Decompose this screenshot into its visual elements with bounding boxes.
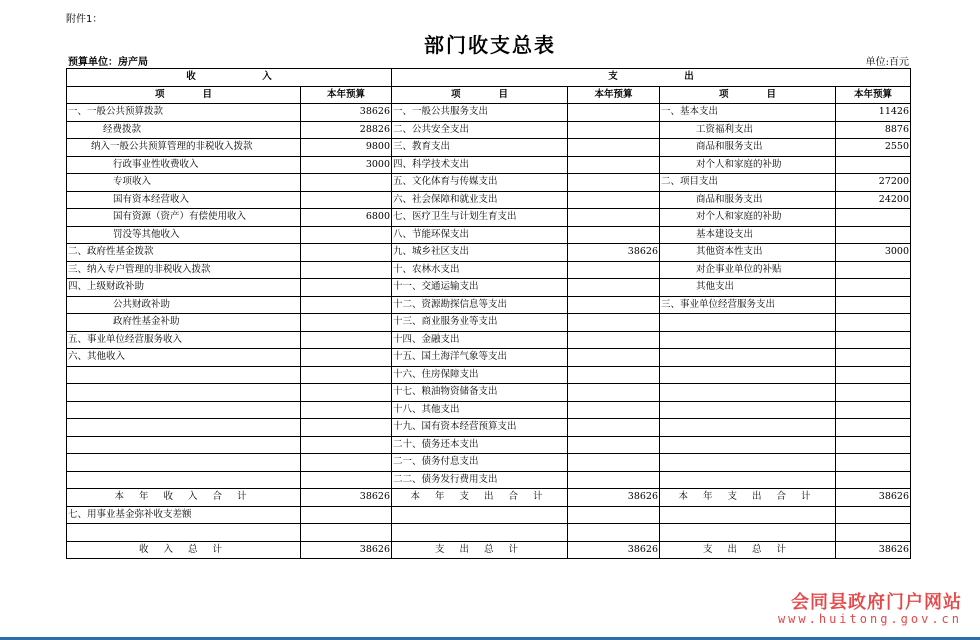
empty-cell [836, 524, 911, 542]
balance-label: 七、用事业基金弥补收支差额 [67, 506, 301, 524]
attachment-label: 附件1： [66, 14, 103, 25]
economic-value-cell [836, 209, 911, 227]
economic-value-cell: 27200 [836, 174, 911, 192]
income-value-cell [301, 471, 392, 489]
empty-cell [660, 524, 836, 542]
income-value-cell [301, 436, 392, 454]
income-budget-header: 本年预算 [301, 86, 392, 104]
income-value-cell: 28826 [301, 121, 392, 139]
function-item-cell: 二一、债务付息支出 [392, 454, 568, 472]
income-grand-total-label: 收 入 总 计 [67, 541, 301, 559]
income-value-cell: 9800 [301, 139, 392, 157]
income-item-cell: 二、政府性基金拨款 [67, 244, 301, 262]
function-item-cell: 六、社会保障和就业支出 [392, 191, 568, 209]
income-value-cell [301, 384, 392, 402]
function-value-cell [568, 419, 660, 437]
function-item-cell: 十三、商业服务业等支出 [392, 314, 568, 332]
table-row [67, 174, 911, 192]
economic-value-cell [836, 419, 911, 437]
function-value-cell [568, 331, 660, 349]
economic-value-cell [836, 331, 911, 349]
table-row [67, 261, 911, 279]
function-value-cell [568, 104, 660, 122]
function-item-cell: 十五、国土海洋气象等支出 [392, 349, 568, 367]
economic-value-cell [836, 279, 911, 297]
economic-total-value: 38626 [836, 489, 911, 507]
income-value-cell: 3000 [301, 156, 392, 174]
empty-cell [568, 506, 660, 524]
budget-unit-label: 预算单位：房产局 [68, 57, 148, 68]
economic-item-cell: 基本建设支出 [660, 226, 836, 244]
economic-item-cell [660, 454, 836, 472]
economic-item-cell [660, 366, 836, 384]
income-item-cell: 经费拨款 [67, 121, 301, 139]
economic-value-cell: 8876 [836, 121, 911, 139]
table-row [67, 191, 911, 209]
table-row [67, 296, 911, 314]
income-value-cell [301, 419, 392, 437]
income-item-cell [67, 384, 301, 402]
function-item-cell: 十九、国有资本经营预算支出 [392, 419, 568, 437]
economic-grand-total-label: 支 出 总 计 [660, 541, 836, 559]
empty-cell [568, 524, 660, 542]
table-row [67, 209, 911, 227]
function-value-cell [568, 156, 660, 174]
economic-value-cell: 11426 [836, 104, 911, 122]
table-row [67, 454, 911, 472]
table-row [67, 384, 911, 402]
table-row [67, 244, 911, 262]
income-value-cell [301, 314, 392, 332]
function-item-cell: 二、公共安全支出 [392, 121, 568, 139]
economic-value-cell [836, 401, 911, 419]
function-total-label: 本 年 支 出 合 计 [392, 489, 568, 507]
income-item-cell: 一、一般公共预算拨款 [67, 104, 301, 122]
function-grand-total-value: 38626 [568, 541, 660, 559]
site-watermark [778, 588, 962, 626]
economic-item-header: 项 目 [660, 86, 836, 104]
economic-item-cell [660, 436, 836, 454]
empty-cell [392, 506, 568, 524]
function-value-cell [568, 384, 660, 402]
income-value-cell [301, 244, 392, 262]
income-item-cell: 专项收入 [67, 174, 301, 192]
income-value-cell [301, 191, 392, 209]
income-value-cell: 38626 [301, 104, 392, 122]
function-value-cell [568, 121, 660, 139]
economic-item-cell [660, 471, 836, 489]
function-item-header: 项 目 [392, 86, 568, 104]
economic-item-cell: 其他资本性支出 [660, 244, 836, 262]
income-value-cell [301, 349, 392, 367]
economic-value-cell [836, 314, 911, 332]
empty-cell [301, 506, 392, 524]
table-row [67, 436, 911, 454]
economic-item-cell: 工资福利支出 [660, 121, 836, 139]
table-row [67, 279, 911, 297]
function-value-cell [568, 209, 660, 227]
table-row [67, 401, 911, 419]
function-item-cell: 十六、住房保障支出 [392, 366, 568, 384]
page-title: 部门收支总表 [424, 33, 556, 57]
economic-item-cell: 对个人和家庭的补助 [660, 209, 836, 227]
table-row [67, 156, 911, 174]
economic-item-cell [660, 331, 836, 349]
economic-value-cell [836, 349, 911, 367]
economic-value-cell: 24200 [836, 191, 911, 209]
income-item-header: 项 目 [67, 86, 301, 104]
function-item-cell: 七、医疗卫生与计划生育支出 [392, 209, 568, 227]
blank-row [67, 524, 911, 542]
economic-value-cell [836, 366, 911, 384]
income-item-cell [67, 401, 301, 419]
economic-value-cell [836, 384, 911, 402]
function-item-cell: 九、城乡社区支出 [392, 244, 568, 262]
income-value-cell [301, 331, 392, 349]
table-row [67, 314, 911, 332]
function-value-cell [568, 436, 660, 454]
function-value-cell [568, 401, 660, 419]
economic-budget-header: 本年预算 [836, 86, 911, 104]
function-item-cell: 八、节能环保支出 [392, 226, 568, 244]
function-value-cell [568, 471, 660, 489]
economic-value-cell [836, 454, 911, 472]
table-row [67, 366, 911, 384]
income-item-cell [67, 454, 301, 472]
economic-item-cell: 其他支出 [660, 279, 836, 297]
table-row [67, 121, 911, 139]
grand-total-row [67, 541, 911, 559]
economic-value-cell [836, 296, 911, 314]
function-item-cell: 三、教育支出 [392, 139, 568, 157]
income-item-cell: 政府性基金补助 [67, 314, 301, 332]
table-row [67, 419, 911, 437]
income-item-cell: 四、上级财政补助 [67, 279, 301, 297]
group-header-row [67, 69, 911, 87]
empty-cell [392, 524, 568, 542]
income-total-label: 本 年 收 入 合 计 [67, 489, 301, 507]
economic-total-label: 本 年 支 出 合 计 [660, 489, 836, 507]
economic-value-cell [836, 226, 911, 244]
economic-item-cell [660, 419, 836, 437]
economic-item-cell [660, 384, 836, 402]
function-value-cell [568, 349, 660, 367]
function-item-cell: 一、一般公共服务支出 [392, 104, 568, 122]
income-item-cell: 五、事业单位经营服务收入 [67, 331, 301, 349]
income-group-header: 收 入 [67, 69, 392, 87]
table-row [67, 349, 911, 367]
income-value-cell [301, 261, 392, 279]
watermark-url: www.huitong.gov.cn [777, 612, 962, 626]
function-value-cell [568, 366, 660, 384]
function-item-cell: 四、科学技术支出 [392, 156, 568, 174]
income-item-cell [67, 471, 301, 489]
empty-cell [660, 506, 836, 524]
balance-row [67, 506, 911, 524]
expense-group-header: 支 出 [392, 69, 911, 87]
function-value-cell [568, 191, 660, 209]
function-value-cell [568, 454, 660, 472]
economic-item-cell: 一、基本支出 [660, 104, 836, 122]
function-budget-header: 本年预算 [568, 86, 660, 104]
table-row [67, 331, 911, 349]
function-total-value: 38626 [568, 489, 660, 507]
income-item-cell: 国有资源（资产）有偿使用收入 [67, 209, 301, 227]
income-item-cell: 纳入一般公共预算管理的非税收入拨款 [67, 139, 301, 157]
function-item-cell: 十二、资源勘探信息等支出 [392, 296, 568, 314]
economic-item-cell: 商品和服务支出 [660, 191, 836, 209]
income-item-cell [67, 366, 301, 384]
table-row [67, 471, 911, 489]
economic-grand-total-value: 38626 [836, 541, 911, 559]
economic-item-cell: 二、项目支出 [660, 174, 836, 192]
economic-value-cell [836, 156, 911, 174]
watermark-site-name: 会同县政府门户网站 [791, 592, 962, 613]
income-item-cell: 三、纳入专户管理的非税收入拨款 [67, 261, 301, 279]
economic-value-cell: 2550 [836, 139, 911, 157]
economic-value-cell: 3000 [836, 244, 911, 262]
income-value-cell [301, 366, 392, 384]
economic-item-cell [660, 401, 836, 419]
economic-value-cell [836, 261, 911, 279]
empty-cell [836, 506, 911, 524]
budget-summary-table [66, 68, 911, 559]
function-value-cell [568, 261, 660, 279]
economic-item-cell [660, 349, 836, 367]
economic-value-cell [836, 471, 911, 489]
economic-value-cell [836, 436, 911, 454]
empty-cell [301, 524, 392, 542]
income-item-cell: 罚没等其他收入 [67, 226, 301, 244]
table-row [67, 104, 911, 122]
currency-unit-label: 单位:百元 [865, 57, 909, 68]
income-item-cell: 六、其他收入 [67, 349, 301, 367]
function-grand-total-label: 支 出 总 计 [392, 541, 568, 559]
function-value-cell [568, 296, 660, 314]
function-item-cell: 二十、债务还本支出 [392, 436, 568, 454]
function-item-cell: 十八、其他支出 [392, 401, 568, 419]
function-value-cell [568, 174, 660, 192]
income-item-cell [67, 436, 301, 454]
economic-item-cell [660, 314, 836, 332]
economic-item-cell: 商品和服务支出 [660, 139, 836, 157]
function-item-cell: 十四、金融支出 [392, 331, 568, 349]
income-item-cell [67, 419, 301, 437]
table-row [67, 226, 911, 244]
function-value-cell [568, 139, 660, 157]
income-item-cell: 行政事业性收费收入 [67, 156, 301, 174]
function-item-cell: 十七、粮油物资储备支出 [392, 384, 568, 402]
economic-item-cell: 三、事业单位经营服务支出 [660, 296, 836, 314]
income-total-value: 38626 [301, 489, 392, 507]
table-row [67, 139, 911, 157]
function-item-cell: 五、文化体育与传媒支出 [392, 174, 568, 192]
economic-item-cell: 对个人和家庭的补助 [660, 156, 836, 174]
income-item-cell: 公共财政补助 [67, 296, 301, 314]
income-value-cell [301, 401, 392, 419]
income-value-cell: 6800 [301, 209, 392, 227]
income-value-cell [301, 454, 392, 472]
economic-item-cell: 对企事业单位的补贴 [660, 261, 836, 279]
income-value-cell [301, 174, 392, 192]
income-value-cell [301, 296, 392, 314]
year-total-row [67, 489, 911, 507]
function-value-cell [568, 279, 660, 297]
empty-cell [67, 524, 301, 542]
income-value-cell [301, 226, 392, 244]
function-value-cell: 38626 [568, 244, 660, 262]
function-value-cell [568, 314, 660, 332]
function-item-cell: 二二、债务发行费用支出 [392, 471, 568, 489]
function-value-cell [568, 226, 660, 244]
income-item-cell: 国有资本经营收入 [67, 191, 301, 209]
income-value-cell [301, 279, 392, 297]
income-grand-total-value: 38626 [301, 541, 392, 559]
function-item-cell: 十、农林水支出 [392, 261, 568, 279]
function-item-cell: 十一、交通运输支出 [392, 279, 568, 297]
column-header-row [67, 86, 911, 104]
